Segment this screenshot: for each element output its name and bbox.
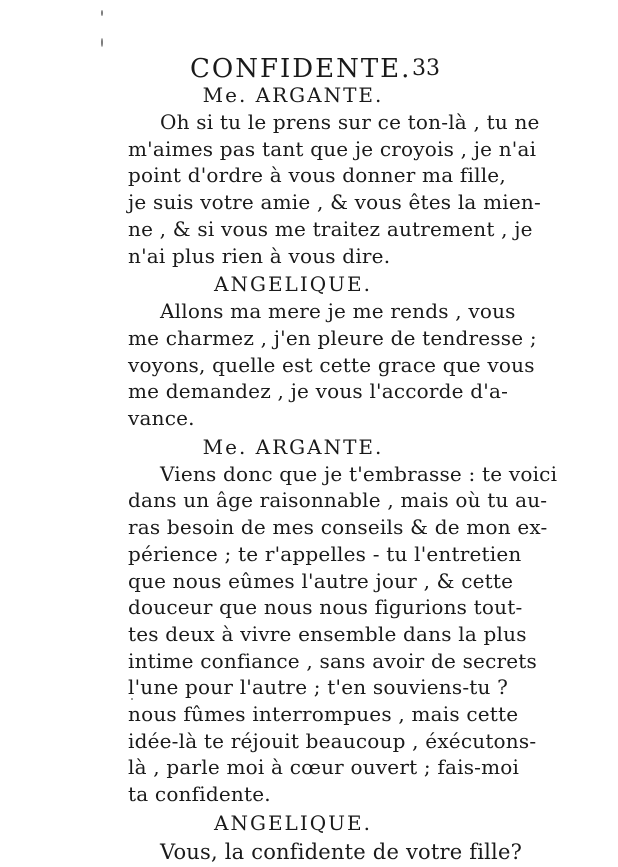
speaker-name: ANGELIQUE. [214, 272, 372, 297]
text-line: que nous eûmes l'autre jour , & cette [128, 568, 514, 593]
text-line: voyons, quelle est cette grace que vous [128, 352, 535, 377]
text-line: nous fûmes interrompues , mais cette [128, 702, 519, 727]
text-line: périence ; te r'appelles - tu l'entretien [128, 541, 522, 566]
text-line: m'aimes pas tant que je croyois , je n'ai [128, 136, 537, 161]
text-line: intime confiance , sans avoir de secrets [128, 648, 537, 673]
text-line: Oh si tu le prens sur ce ton-là , tu ne [160, 110, 540, 134]
speaker-name: ANGELIQUE. [214, 810, 372, 835]
text-line: me demandez , je vous l'accorde d'a- [128, 379, 509, 404]
text-line: Vous, la confidente de votre fille? [160, 839, 523, 864]
text-line: là , parle moi à cœur ouvert ; fais-moi [128, 755, 520, 780]
text-line: ne , & si vous me traitez autrement , je [128, 216, 533, 241]
text-line: dans un âge raisonnable , mais où tu au- [128, 488, 548, 513]
ink-speck-top [101, 10, 103, 16]
speaker-name: Me. ARGANTE. [202, 434, 384, 459]
speaker-name: Me. ARGANTE. [202, 83, 384, 107]
text-line: ta confidente. [128, 782, 271, 807]
text-line: me charmez , j'en pleure de tendresse ; [128, 325, 537, 350]
running-title: CONFIDENTE. [190, 54, 412, 84]
text-line: vance. [128, 406, 195, 431]
text-line: ras besoin de mes conseils & de mon ex- [128, 515, 548, 540]
dialogue-text [128, 80, 558, 867]
text-line: tes deux à vivre ensemble dans la plus [128, 621, 527, 646]
text-line: douceur que nous nous figurions tout- [128, 595, 523, 620]
text-line: n'ai plus rien à vous dire. [128, 243, 391, 268]
text-line: Viens donc que je t'embrasse : te voici [160, 461, 558, 486]
ink-speck-margin [101, 38, 103, 47]
text-line: Allons ma mere je me rends , vous [160, 299, 516, 324]
text-line: idée-là te réjouit beaucoup , éxécutons- [128, 728, 537, 753]
page-number: 33 [412, 56, 440, 81]
text-line: l'une pour l'autre ; t'en souviens-tu ? [128, 675, 509, 700]
text-line: je suis votre amie , & vous êtes la mien- [128, 190, 541, 215]
text-line: point d'ordre à vous donner ma fille, [128, 163, 506, 188]
